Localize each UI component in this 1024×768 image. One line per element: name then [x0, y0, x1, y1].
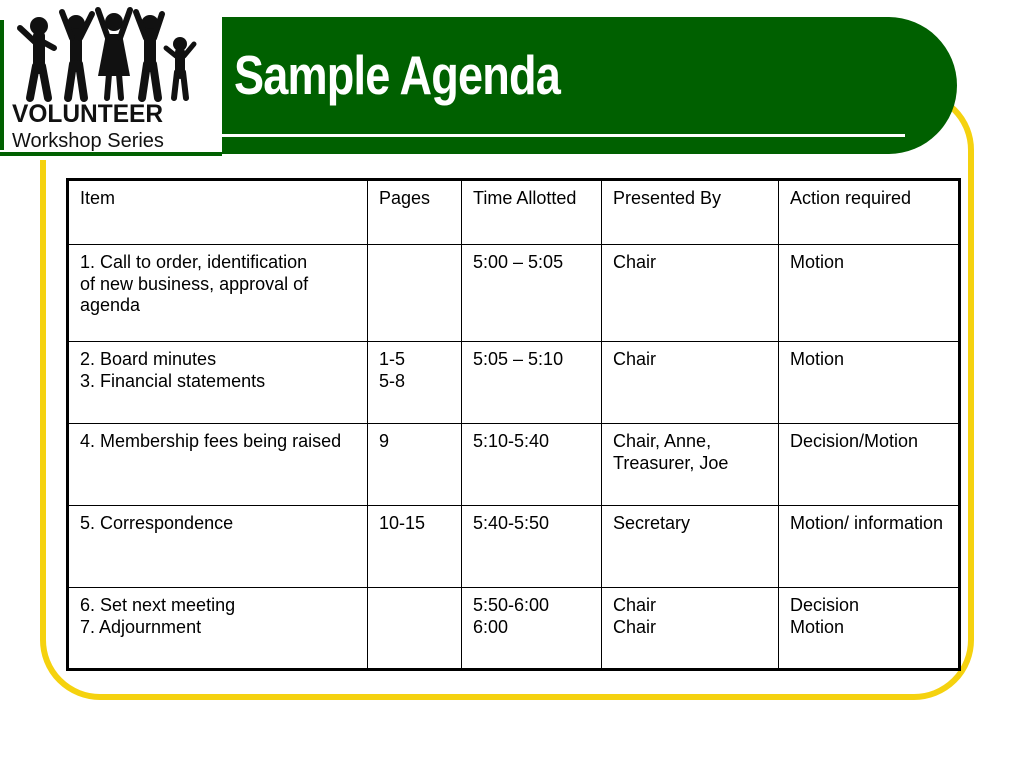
item-cell	[68, 245, 368, 342]
item-cell: 5. Correspondence	[68, 506, 368, 588]
time-cell: 5:05 – 5:10	[462, 342, 602, 424]
time-cell	[462, 588, 602, 670]
logo-bottom-bar	[0, 152, 222, 156]
pages-cell: 10-15	[368, 506, 462, 588]
item-line: agenda	[80, 295, 141, 316]
table-row	[68, 424, 960, 506]
time-line: 5:50-6:00	[473, 595, 550, 615]
presenter-cell: Chair	[602, 342, 779, 424]
table-row	[68, 588, 960, 670]
action-line: Motion	[790, 616, 845, 637]
presenter-cell: Chair	[602, 245, 779, 342]
time-cell: 5:00 – 5:05	[462, 245, 602, 342]
title-underline	[222, 134, 905, 137]
pages-cell	[368, 245, 462, 342]
item-line: 3. Financial statements	[80, 370, 266, 391]
presenter-cell	[602, 424, 779, 506]
item-line: 6. Set next meeting	[80, 595, 236, 615]
table-row	[68, 506, 960, 588]
item-cell	[68, 342, 368, 424]
table-row	[68, 342, 960, 424]
table-row	[68, 245, 960, 342]
action-cell: Motion	[779, 245, 960, 342]
header-action-required: Action required	[779, 180, 960, 245]
presenter-line: Chair, Anne,	[613, 431, 712, 451]
logo-left-bar	[0, 20, 4, 150]
action-cell	[779, 588, 960, 670]
time-line: 6:00	[473, 616, 509, 637]
presenter-line: Chair	[613, 595, 657, 615]
presenter-cell	[602, 588, 779, 670]
action-cell: Decision/Motion	[779, 424, 960, 506]
logo-workshop-series-text: Workshop Series	[12, 130, 164, 152]
people-cheering-icon	[14, 4, 204, 104]
pages-line: 1-5	[379, 349, 406, 369]
agenda-table	[66, 178, 961, 671]
pages-cell	[368, 588, 462, 670]
slide-title: Sample Agenda	[234, 44, 561, 106]
pages-cell	[368, 342, 462, 424]
item-line: 2. Board minutes	[80, 349, 217, 369]
header-pages: Pages	[368, 180, 462, 245]
pages-line: 5-8	[379, 370, 406, 391]
header-presented-by: Presented By	[602, 180, 779, 245]
presenter-line: Treasurer, Joe	[613, 452, 729, 473]
action-cell: Motion	[779, 342, 960, 424]
time-cell: 5:40-5:50	[462, 506, 602, 588]
item-cell: 4. Membership fees being raised	[68, 424, 368, 506]
header-item: Item	[68, 180, 368, 245]
item-line: 7. Adjournment	[80, 616, 202, 637]
pages-cell: 9	[368, 424, 462, 506]
presenter-cell: Secretary	[602, 506, 779, 588]
header-row	[68, 180, 960, 245]
logo-volunteer-text: VOLUNTEER	[12, 100, 164, 128]
item-cell	[68, 588, 368, 670]
action-line: Decision	[790, 595, 860, 615]
item-line: 1. Call to order, identification	[80, 252, 308, 272]
volunteer-workshop-logo	[0, 0, 222, 160]
action-cell: Motion/ information	[779, 506, 960, 588]
time-cell: 5:10-5:40	[462, 424, 602, 506]
header-time-allotted: Time Allotted	[462, 180, 602, 245]
presenter-line: Chair	[613, 616, 657, 637]
item-line: of new business, approval of	[80, 273, 309, 294]
